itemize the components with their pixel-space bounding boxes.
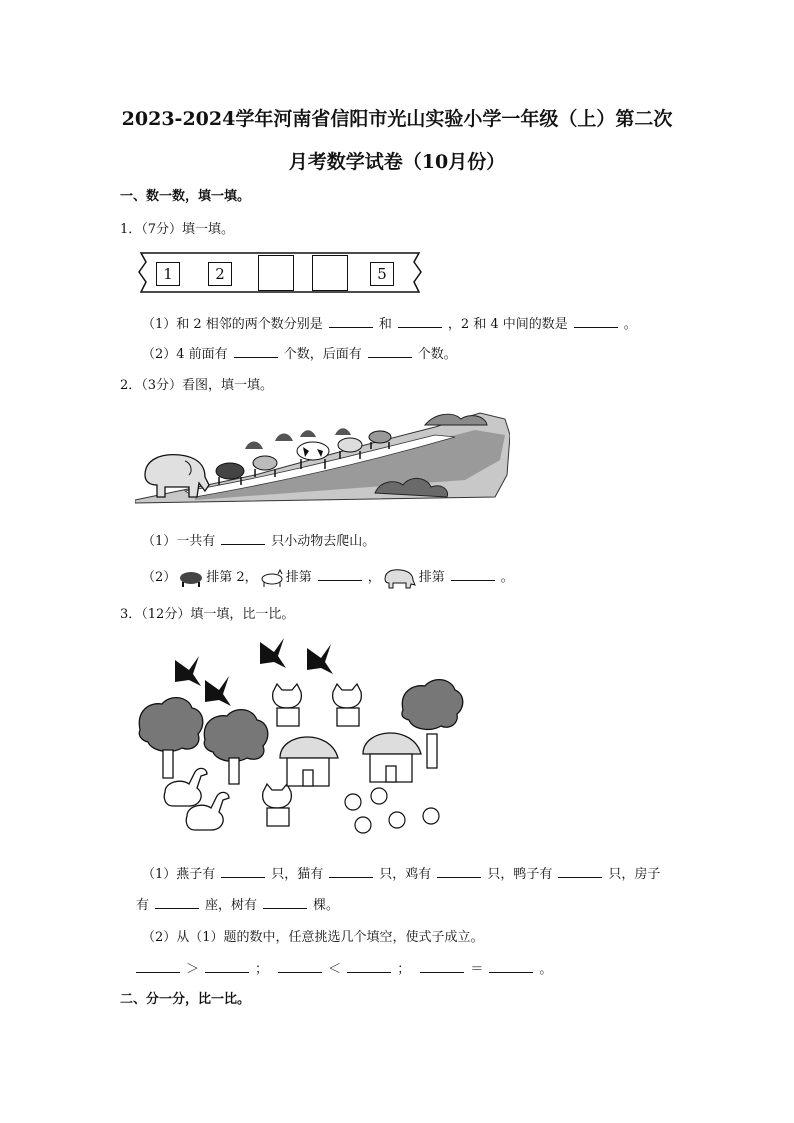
answer-blank[interactable]	[221, 865, 265, 878]
answer-blank[interactable]	[347, 960, 391, 973]
mountain-animals-drawing	[135, 405, 510, 510]
q3-p1-text-g: 座，树有	[205, 898, 258, 913]
answer-blank[interactable]	[234, 345, 278, 358]
q2-header: 2．（3分）看图，填一填。	[120, 378, 274, 393]
q3-header: 3．（12分）填一填，比一比。	[120, 607, 295, 622]
equals-sign: ＝	[470, 962, 484, 977]
q1-p1-text-d: 。	[623, 317, 637, 332]
separator: ；	[397, 962, 411, 977]
answer-blank[interactable]	[489, 960, 533, 973]
q2-p2-text-d: ，	[367, 570, 381, 585]
q2-p1-text-a: （1）一共有	[142, 534, 216, 549]
answer-blank[interactable]	[318, 568, 362, 581]
answer-blank[interactable]	[420, 960, 464, 973]
answer-blank[interactable]	[368, 345, 412, 358]
answer-blank[interactable]	[221, 532, 265, 545]
answer-blank[interactable]	[263, 896, 307, 909]
q3-p1-text-f: 有	[136, 898, 150, 913]
page-title-line-2: 月考数学试卷（10月份）	[288, 151, 506, 173]
answer-blank[interactable]	[329, 865, 373, 878]
q3-p1-text-h: 棵。	[313, 898, 340, 913]
section-1-heading: 一、数一数，填一填。	[120, 189, 251, 204]
q1-part-2	[142, 343, 457, 362]
q3-part-1-line-1	[142, 863, 660, 882]
number-box-5: 5	[370, 262, 394, 286]
small-animal-icon	[178, 568, 204, 588]
cat-animal-icon	[260, 568, 284, 588]
q1-p2-text-a: （2）4 前面有	[142, 347, 228, 362]
q3-part-2: （2）从（1）题的数中，任意挑选几个填空，使式子成立。	[142, 930, 484, 945]
answer-blank[interactable]	[558, 865, 602, 878]
q2-p2-text-b: 排第 2，	[206, 570, 258, 585]
scene-drawing	[135, 630, 465, 850]
scene-image	[135, 630, 465, 850]
answer-blank[interactable]	[437, 865, 481, 878]
q3-part-1-line-2	[136, 894, 339, 913]
q1-p2-text-c: 个数。	[417, 347, 457, 362]
answer-blank[interactable]	[398, 315, 442, 328]
q3-p1-text-d: 只，鸭子有	[487, 867, 553, 882]
mountain-animals-image	[135, 405, 510, 510]
answer-blank[interactable]	[278, 960, 322, 973]
number-box-1: 1	[156, 262, 180, 286]
number-box-2: 2	[208, 262, 232, 286]
q1-p2-text-b: 个数，后面有	[283, 347, 362, 362]
answer-blank[interactable]	[205, 960, 249, 973]
period: 。	[539, 962, 553, 977]
q3-p1-text-c: 只，鸡有	[379, 867, 432, 882]
q2-p2-text-a: （2）	[142, 570, 177, 585]
q2-part-1	[142, 530, 375, 549]
q2-part-2	[142, 566, 514, 589]
empty-box-3[interactable]	[258, 255, 294, 291]
q1-header: 1．（7分）填一填。	[120, 222, 235, 237]
page-title-line-1: 2023-2024学年河南省信阳市光山实验小学一年级（上）第二次	[121, 108, 673, 130]
q1-p1-text-a: （1）和 2 相邻的两个数分别是	[142, 317, 323, 332]
q2-p2-text-f: 。	[500, 570, 514, 585]
answer-blank[interactable]	[574, 315, 618, 328]
q3-compare-row	[136, 958, 552, 977]
q1-part-1	[142, 313, 637, 332]
q1-p1-text-c: ，2 和 4 中间的数是	[447, 317, 568, 332]
q2-p2-text-e: 排第	[418, 570, 445, 585]
answer-blank[interactable]	[155, 896, 199, 909]
q1-p1-text-b: 和	[378, 317, 392, 332]
section-2-heading: 二、分一分，比一比。	[120, 992, 251, 1007]
answer-blank[interactable]	[136, 960, 180, 973]
empty-box-4[interactable]	[312, 255, 348, 291]
elephant-icon	[383, 567, 417, 589]
q2-p2-text-c: 排第	[285, 570, 312, 585]
less-than-sign: ＜	[328, 962, 342, 977]
greater-than-sign: ＞	[186, 962, 200, 977]
q2-p1-text-b: 只小动物去爬山。	[271, 534, 376, 549]
q3-p1-text-b: 只，猫有	[271, 867, 324, 882]
separator: ；	[255, 962, 269, 977]
q3-p1-text-a: （1）燕子有	[142, 867, 216, 882]
answer-blank[interactable]	[329, 315, 373, 328]
q3-p1-text-e: 只，房子	[608, 867, 661, 882]
answer-blank[interactable]	[451, 568, 495, 581]
